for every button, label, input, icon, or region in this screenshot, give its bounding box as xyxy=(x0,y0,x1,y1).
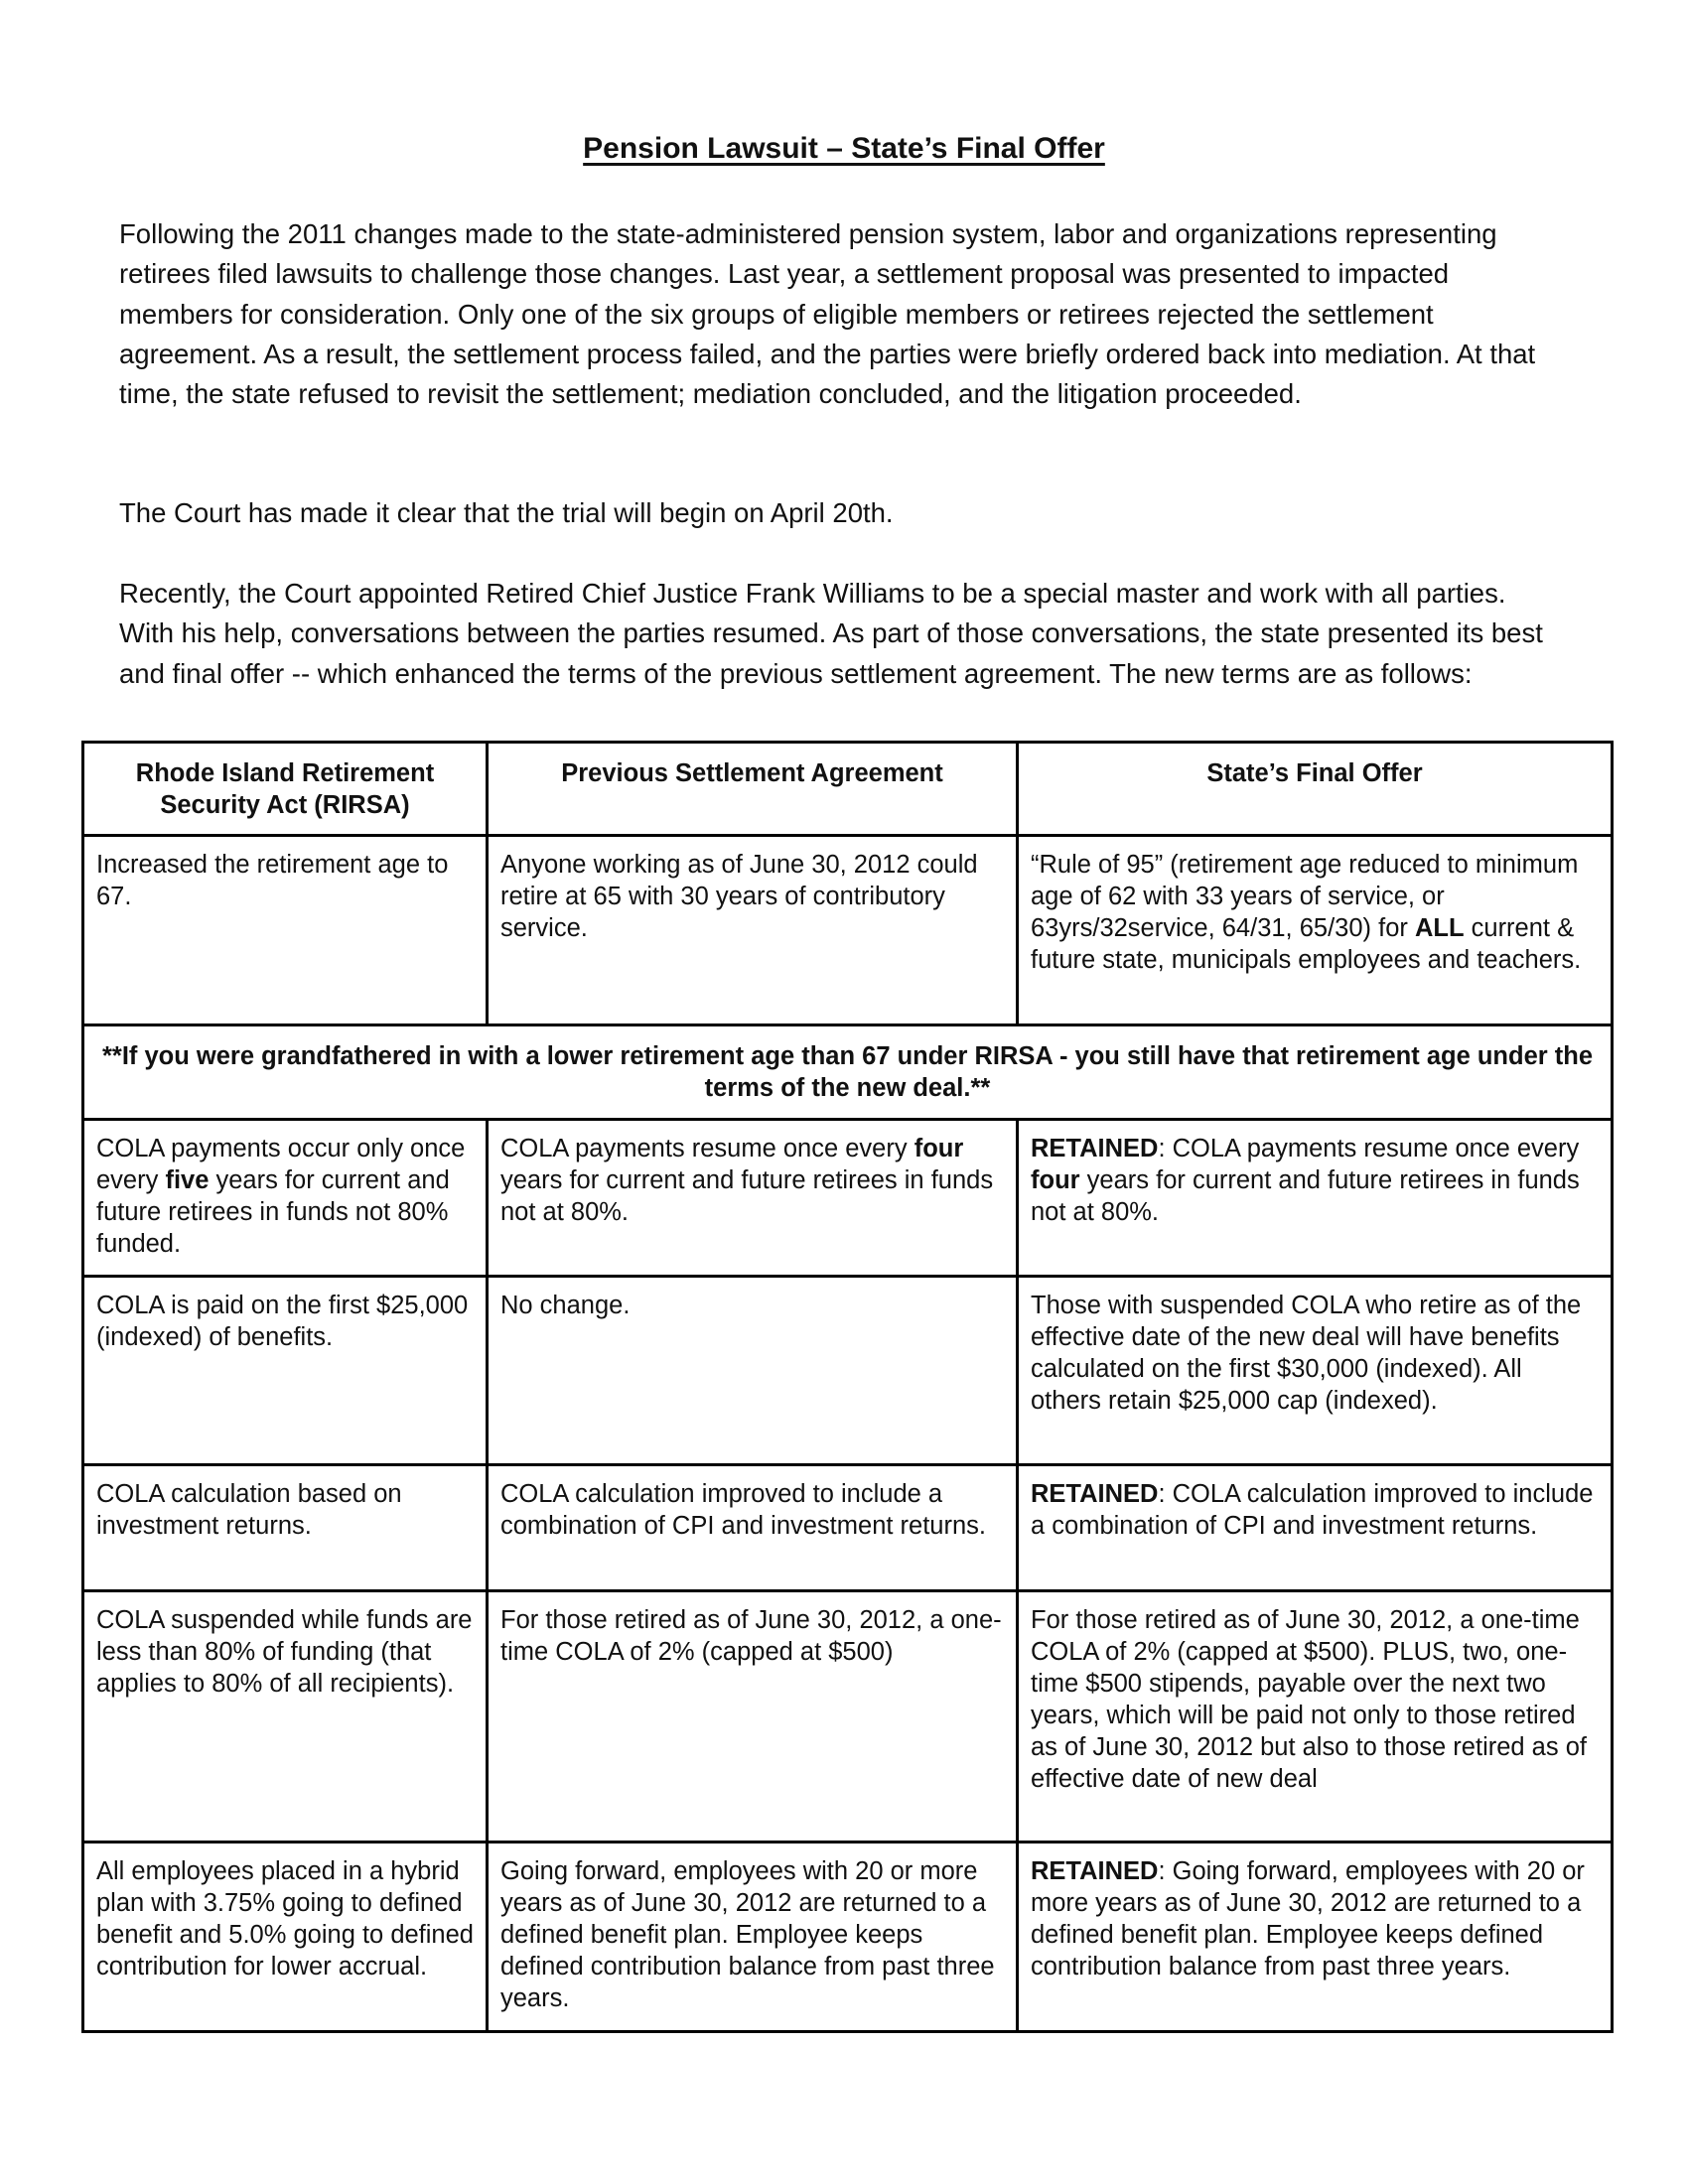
cell-rirsa: All employees placed in a hybrid plan with 3.75% going to defined benefit and 5.0% going to defined contribution for lower accrual. xyxy=(83,1843,488,2032)
intro-paragraph: Following the 2011 changes made to the state-administered pension system, labor and organizations representing retirees filed lawsuits to challenge those changes. Last year, a settlement proposal was presented to impacted members for consideration. Only one of the six groups of eligible members or retirees rejected the settlement agreement. As a result, the settlement process failed, and the parties were briefly ordered back into mediation. At that time, the state refused to revisit the settlement; mediation concluded, and the litigation proceeded. xyxy=(119,218,1536,410)
cell-rirsa: COLA payments occur only once every five years for current and future retirees in funds not 80% funded. xyxy=(83,1120,488,1277)
retained-label: RETAINED xyxy=(1031,1135,1159,1162)
table-header-row xyxy=(83,743,1613,836)
table-row xyxy=(83,1591,1613,1843)
cell-previous: Going forward, employees with 20 or more years as of June 30, 2012 are returned to a defined benefit plan. Employee keeps defined contribution balance from past three years. xyxy=(488,1843,1018,2032)
trial-date-paragraph: The Court has made it clear that the trial will begin on April 20th. xyxy=(119,497,894,528)
cell-final: RETAINED: COLA calculation improved to include a combination of CPI and investment returns. xyxy=(1018,1465,1613,1591)
special-master-paragraph: Recently, the Court appointed Retired Chief Justice Frank Williams to be a special master and work with all parties. With his help, conversations between the parties resumed. As part of those conversations, the state presented its best and final offer -- which enhanced the terms of the previous settlement agreement. The new terms are as follows: xyxy=(119,578,1543,689)
table-row xyxy=(83,1120,1613,1277)
cell-final: RETAINED: COLA payments resume once every four years for current and future retirees in funds not at 80%. xyxy=(1018,1120,1613,1277)
table-row xyxy=(83,1277,1613,1465)
table-row xyxy=(83,1843,1613,2032)
header-previous-settlement: Previous Settlement Agreement xyxy=(488,743,1018,836)
grandfather-note-row xyxy=(83,1025,1613,1120)
cell-previous: COLA calculation improved to include a combination of CPI and investment returns. xyxy=(488,1465,1018,1591)
cell-previous: No change. xyxy=(488,1277,1018,1465)
cell-previous: For those retired as of June 30, 2012, a one-time COLA of 2% (capped at $500) xyxy=(488,1591,1018,1843)
header-final-offer: State’s Final Offer xyxy=(1018,743,1613,836)
cell-final: RETAINED: Going forward, employees with 20 or more years as of June 30, 2012 are returned to a defined benefit plan. Employee keeps defined contribution balance from past three years. xyxy=(1018,1843,1613,2032)
cell-rirsa: Increased the retirement age to 67. xyxy=(83,836,488,1025)
cell-previous: Anyone working as of June 30, 2012 could retire at 65 with 30 years of contributory service. xyxy=(488,836,1018,1025)
table-row xyxy=(83,1465,1613,1591)
grandfather-note: **If you were grandfathered in with a lower retirement age than 67 under RIRSA - you still have that retirement age under the terms of the new deal.** xyxy=(83,1025,1613,1120)
comparison-table xyxy=(81,741,1614,2033)
cell-final: Those with suspended COLA who retire as of the effective date of the new deal will have benefits calculated on the first $30,000 (indexed). All others retain $25,000 cap (indexed). xyxy=(1018,1277,1613,1465)
retained-label: RETAINED xyxy=(1031,1857,1159,1885)
table-row xyxy=(83,836,1613,1025)
cell-rirsa: COLA suspended while funds are less than 80% of funding (that applies to 80% of all recipients). xyxy=(83,1591,488,1843)
cell-final: For those retired as of June 30, 2012, a one-time COLA of 2% (capped at $500). PLUS, two, one-time $500 stipends, payable over the next two years, which will be paid not only to those retired as of June 30, 2012 but also to those retired as of effective date of new deal xyxy=(1018,1591,1613,1843)
cell-rirsa: COLA calculation based on investment returns. xyxy=(83,1465,488,1591)
cell-rirsa: COLA is paid on the first $25,000 (indexed) of benefits. xyxy=(83,1277,488,1465)
page-title: Pension Lawsuit – State’s Final Offer xyxy=(583,132,1105,165)
cell-final: “Rule of 95” (retirement age reduced to minimum age of 62 with 33 years of service, or 63yrs/32service, 64/31, 65/30) for ALL current & future state, municipals employees and teachers. xyxy=(1018,836,1613,1025)
cell-previous: COLA payments resume once every four years for current and future retirees in funds not at 80%. xyxy=(488,1120,1018,1277)
header-rirsa: Rhode Island Retirement Security Act (RIRSA) xyxy=(83,743,488,836)
emphasis-all: ALL xyxy=(1414,914,1465,942)
retained-label: RETAINED xyxy=(1031,1480,1159,1508)
